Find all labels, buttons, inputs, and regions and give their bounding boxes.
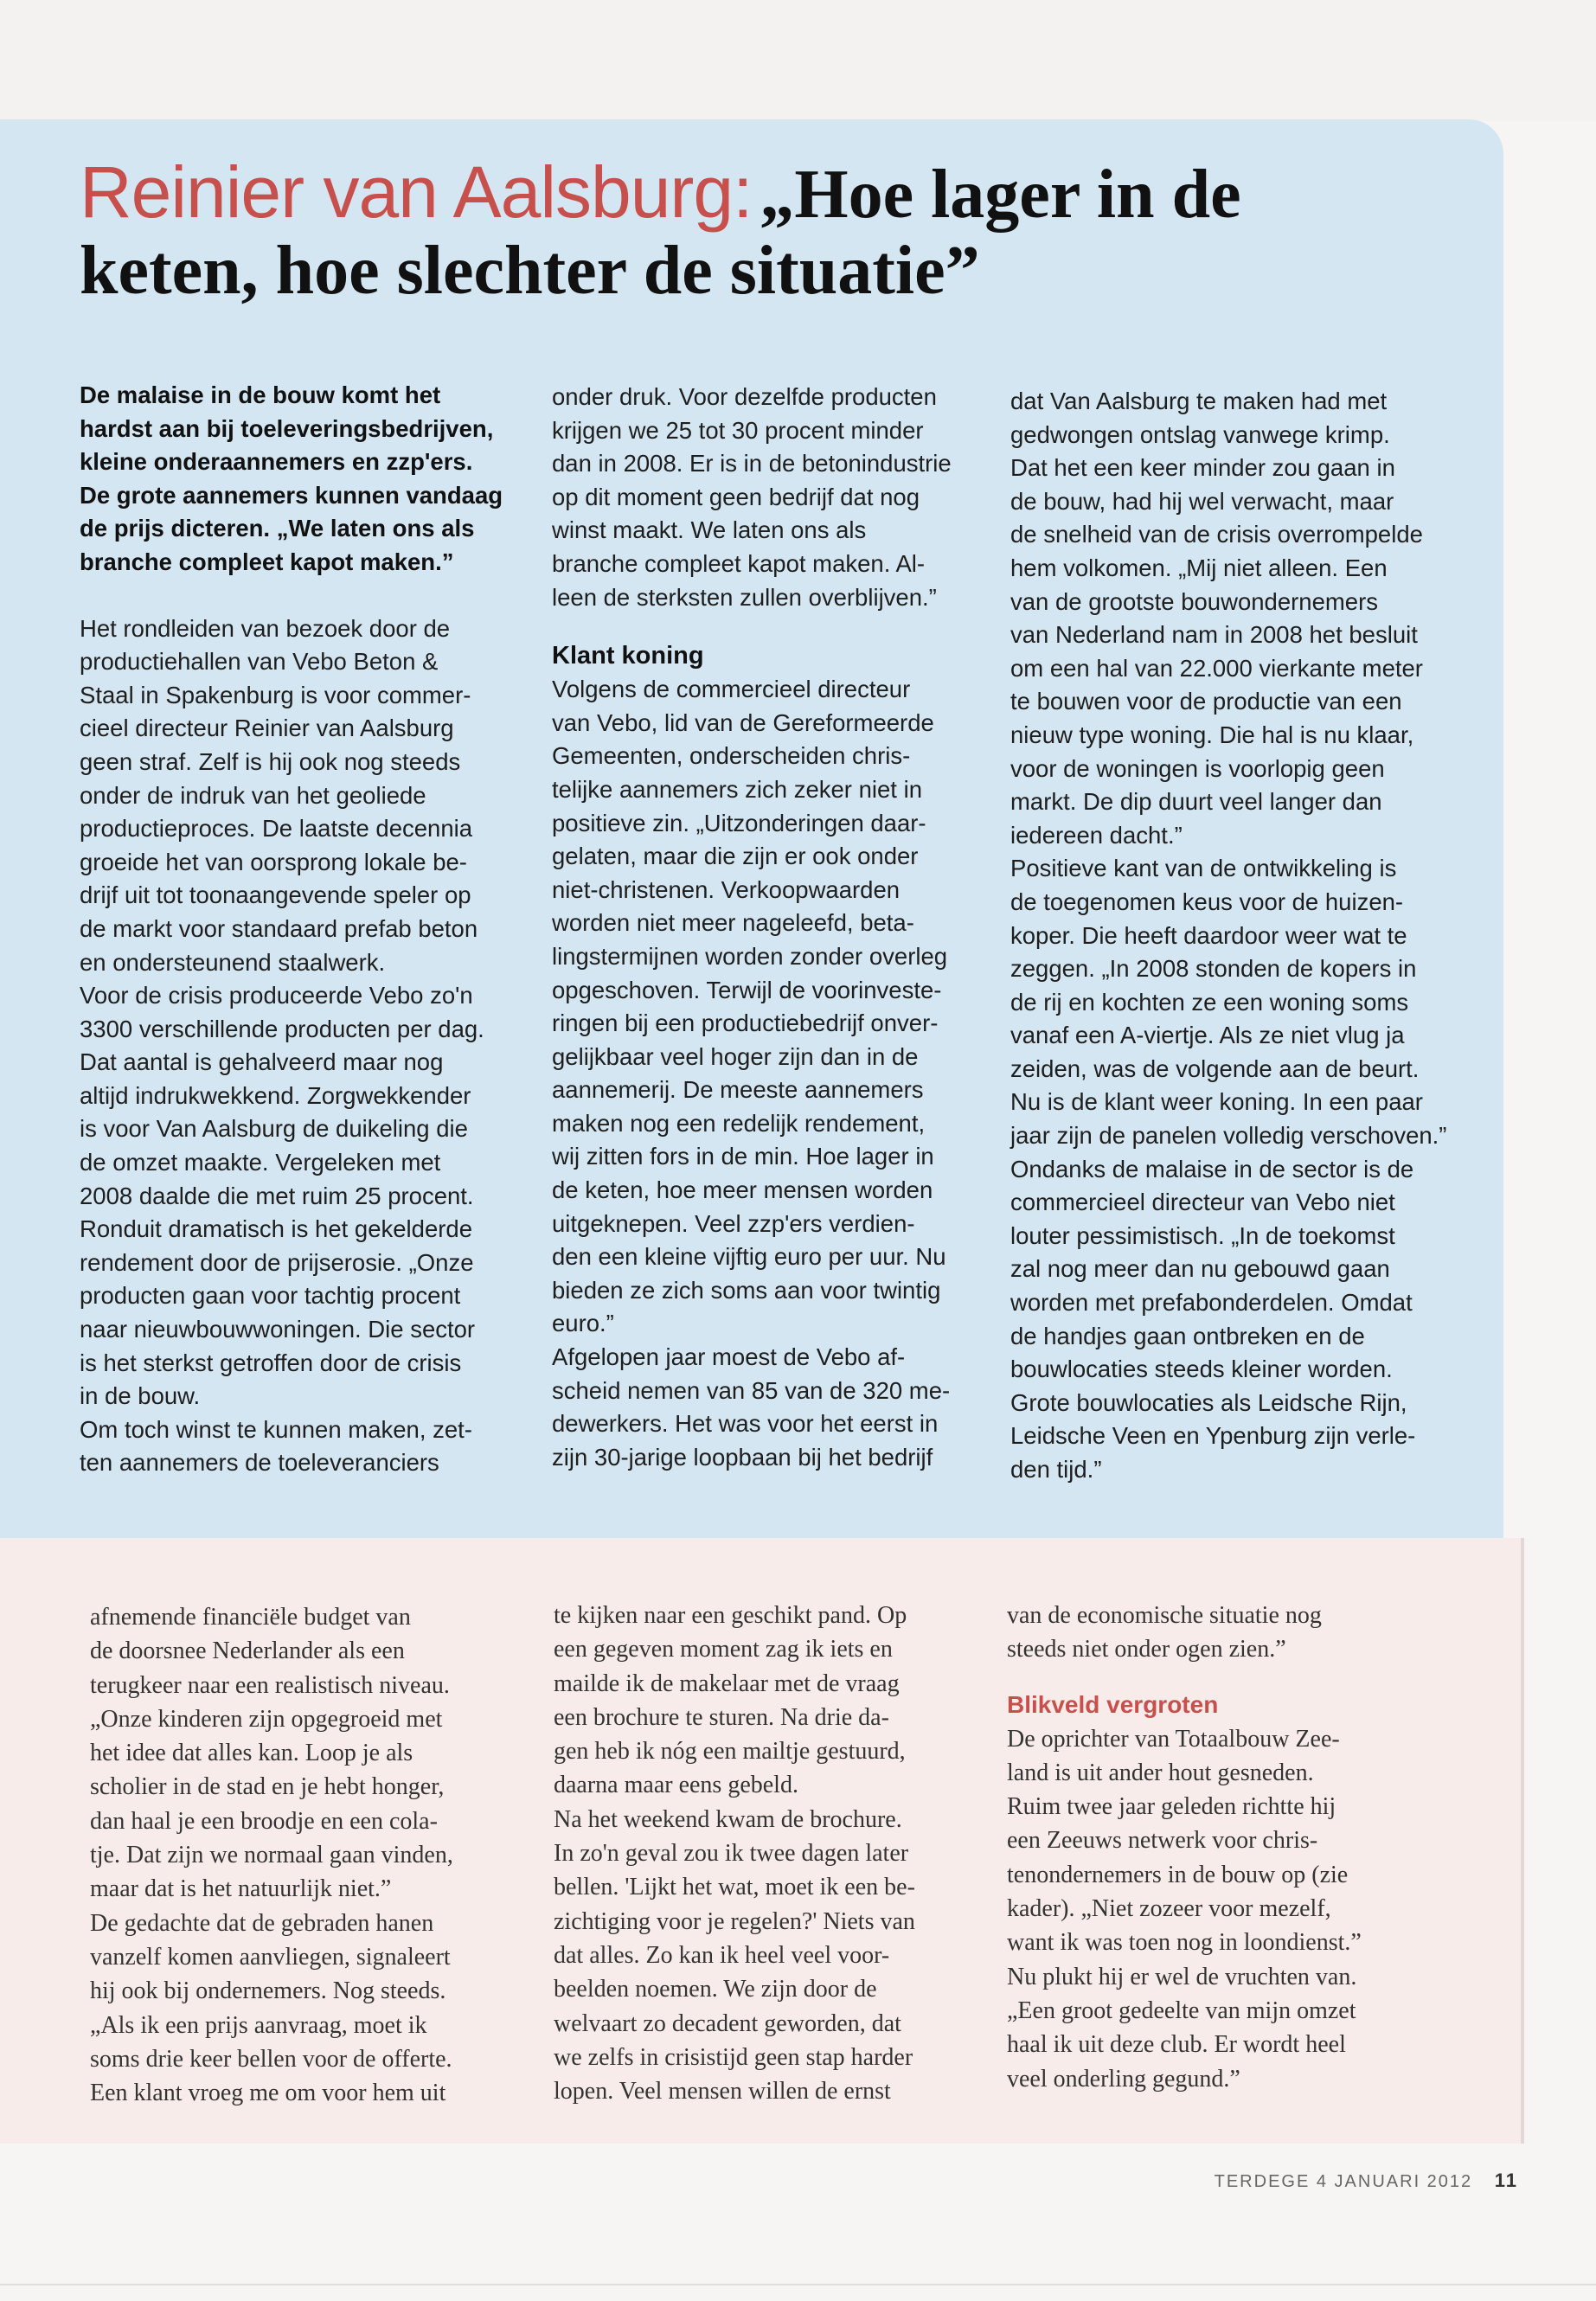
text-line: te bouwen voor de productie van een — [1010, 688, 1402, 715]
text-line: dat Van Aalsburg te maken had met — [1010, 388, 1388, 414]
text-line: terugkeer naar een realistisch niveau. — [90, 1671, 450, 1699]
text-line: zeiden, was de volgende aan de beurt. — [1010, 1054, 1420, 1082]
text-line: de markt voor standaard prefab beton — [80, 914, 478, 942]
text-line: hem volkomen. „Mij niet alleen. Een — [1010, 554, 1388, 581]
text-line: Leidsche Veen en Ypenburg zijn verle- — [1010, 1422, 1416, 1450]
text-line: iedereen dacht.” — [1010, 821, 1183, 849]
text-line: drijf uit tot toonaangevende speler op — [80, 881, 471, 909]
text-line: worden met prefabonderdelen. Omdat — [1010, 1289, 1413, 1317]
text-line: De grote aannemers kunnen vandaag — [80, 481, 503, 509]
text-line: te kijken naar een geschikt pand. Op — [554, 1602, 907, 1629]
text-line: om een hal van 22.000 vierkante meter — [1010, 654, 1423, 682]
text-line: haal ik uit deze club. Er wordt heel — [1007, 2031, 1346, 2059]
text-line: de rij en kochten ze een woning soms — [1010, 988, 1409, 1016]
column-body — [554, 1599, 986, 2108]
text-line: de prijs dicteren. „We laten ons als — [80, 515, 475, 542]
text-line: krijgen we 25 tot 30 procent minder — [552, 416, 924, 444]
text-line: wij zitten fors in de min. Hoe lager in — [552, 1143, 934, 1170]
text-line: een brochure te sturen. Na drie da- — [554, 1703, 889, 1731]
text-line: van de grootste bouwondernemers — [1010, 587, 1378, 615]
text-line: en ondersteunend staalwerk. — [80, 948, 386, 976]
text-line: veel onderling gegund.” — [1007, 2065, 1240, 2093]
text-line: den tijd.” — [1010, 1456, 1102, 1483]
text-line: zeggen. „In 2008 stonden de kopers in — [1010, 955, 1417, 983]
text-line: gen heb ik nóg een mailtje gestuurd, — [554, 1738, 906, 1766]
text-line: land is uit ander hout gesneden. — [1007, 1759, 1314, 1786]
column-body — [80, 612, 529, 1480]
text-line: beelden noemen. We zijn door de — [554, 1976, 877, 2003]
text-line: branche compleet kapot maken. Al- — [552, 549, 926, 577]
text-line: groeide het van oorsprong lokale be- — [80, 848, 467, 875]
lower-column-3 — [1007, 1599, 1448, 2096]
text-line: opgeschoven. Terwijl de voorinveste- — [552, 976, 942, 1003]
text-line: De oprichter van Totaalbouw Zee- — [1007, 1725, 1340, 1753]
text-line: zijn 30-jarige loopbaan bij het bedrijf — [552, 1443, 933, 1471]
text-line: Afgelopen jaar moest de Vebo af- — [552, 1343, 906, 1371]
text-line: 3300 verschillende producten per dag. — [80, 1015, 484, 1042]
text-line: scheid nemen van 85 van de 320 me- — [552, 1376, 951, 1404]
text-line: De malaise in de bouw komt het — [80, 381, 441, 408]
text-line: altijd indrukwekkend. Zorgwekkender — [80, 1081, 471, 1109]
text-line: Staal in Spakenburg is voor commer- — [80, 681, 471, 708]
lower-column-1 — [90, 1600, 522, 2110]
text-line: op dit moment geen bedrijf dat nog — [552, 483, 920, 510]
text-line: Nu plukt hij er wel de vruchten van. — [1007, 1963, 1357, 1990]
text-line: winst maakt. We laten ons als — [552, 516, 867, 544]
text-line: onder de indruk van het geoliede — [80, 781, 426, 809]
text-line: Grote bouwlocaties als Leidsche Rijn, — [1010, 1388, 1407, 1416]
text-line: productiehallen van Vebo Beton & — [80, 648, 439, 676]
text-line: cieel directeur Reinier van Aalsburg — [80, 715, 454, 742]
text-line: daarna maar eens gebeld. — [554, 1772, 798, 1799]
article-column-2 — [552, 381, 984, 1474]
text-line: maar dat is het natuurlijk niet.” — [90, 1875, 392, 1903]
text-line: dat alles. Zo kan ik heel veel voor- — [554, 1941, 890, 1969]
text-line: Ronduit dramatisch is het gekelderde — [80, 1215, 473, 1243]
panel-edge — [1521, 1538, 1524, 2144]
column-body — [1010, 385, 1460, 1487]
text-line: zal nog meer dan nu gebouwd gaan — [1010, 1255, 1390, 1283]
text-line: vanzelf komen aanvliegen, signaleert — [90, 1943, 451, 1971]
text-line: de omzet maakte. Vergeleken met — [80, 1149, 441, 1176]
subheading-blikveld-vergroten: Blikveld vergroten — [1007, 1690, 1219, 1718]
text-line: gelijkbaar veel hoger zijn dan in de — [552, 1042, 919, 1070]
text-line: worden niet meer nageleefd, beta- — [552, 909, 914, 937]
text-line: niet-christenen. Verkoopwaarden — [552, 875, 901, 903]
text-line: is voor Van Aalsburg de duikeling die — [80, 1115, 468, 1143]
article-headline — [80, 152, 1446, 309]
text-line: de bouw, had hij wel verwacht, maar — [1010, 487, 1394, 515]
text-line: De gedachte dat de gebraden hanen — [90, 1909, 434, 1937]
text-line: Ondanks de malaise in de sector is de — [1010, 1155, 1414, 1183]
text-line: dan haal je een broodje en een cola- — [90, 1807, 438, 1835]
text-line: louter pessimistisch. „In de toekomst — [1010, 1221, 1395, 1249]
column-body — [1007, 1599, 1448, 1667]
text-line: tje. Dat zijn we normaal gaan vinden, — [90, 1842, 453, 1869]
lower-column-2 — [554, 1599, 986, 2108]
text-line: „Onze kinderen zijn opgegroeid met — [90, 1705, 443, 1733]
text-line: Nu is de klant weer koning. In een paar — [1010, 1088, 1423, 1116]
page-number: 11 — [1494, 2170, 1518, 2191]
text-line: kleine onderaannemers en zzp'ers. — [80, 448, 473, 476]
text-line: een Zeeuws netwerk voor chris- — [1007, 1827, 1318, 1855]
text-line: van Nederland nam in 2008 het besluit — [1010, 621, 1418, 649]
text-line: lopen. Veel mensen willen de ernst — [554, 2078, 891, 2106]
text-line: commercieel directeur van Vebo niet — [1010, 1189, 1395, 1216]
headline-quote-line-2: keten, hoe slechter de situatie” — [80, 233, 980, 309]
text-line: 2008 daalde die met ruim 25 procent. — [80, 1182, 474, 1209]
text-line: „Als ik een prijs aanvraag, moet ik — [90, 2011, 427, 2039]
text-line: geen straf. Zelf is hij ook nog steeds — [80, 747, 461, 775]
text-line: voor de woningen is voorlopig geen — [1010, 754, 1385, 782]
text-line: onder druk. Voor dezelfde producten — [552, 383, 937, 410]
text-line: de handjes gaan ontbreken en de — [1010, 1322, 1365, 1349]
text-line: producten gaan voor tachtig procent — [80, 1282, 461, 1310]
text-line: vanaf een A-viertje. Als ze niet vlug ja — [1010, 1022, 1405, 1049]
text-line: de snelheid van de crisis overrompelde — [1010, 521, 1423, 548]
issue-date: 4 JANUARI 2012 — [1316, 2172, 1473, 2191]
text-line: de doorsnee Nederlander als een — [90, 1638, 405, 1665]
text-line: van Vebo, lid van de Gereformeerde — [552, 708, 934, 736]
text-line: Volgens de commercieel directeur — [552, 676, 911, 703]
text-line: lingstermijnen worden zonder overleg — [552, 942, 948, 970]
text-line: den een kleine vijftig euro per uur. Nu — [552, 1243, 946, 1271]
text-line: „Een groot gedeelte van mijn omzet — [1007, 1997, 1356, 2024]
text-line: positieve zin. „Uitzonderingen daar- — [552, 809, 926, 836]
text-line: Ruim twee jaar geleden richtte hij — [1007, 1793, 1336, 1821]
column-body — [90, 1600, 522, 2110]
text-line: jaar zijn de panelen volledig verschoven.” — [1010, 1122, 1447, 1150]
page-footer — [1215, 2170, 1518, 2192]
text-line: soms drie keer bellen voor de offerte. — [90, 2045, 452, 2073]
subheading-klant-koning: Klant koning — [552, 642, 704, 670]
text-line: steeds niet onder ogen zien.” — [1007, 1636, 1286, 1663]
text-line: van de economische situatie nog — [1007, 1602, 1322, 1629]
text-line: branche compleet kapot maken.” — [80, 548, 454, 575]
text-line: ringen bij een productiebedrijf onver- — [552, 1009, 939, 1037]
text-line: het idee dat alles kan. Loop je als — [90, 1740, 413, 1767]
text-line: is het sterkst getroffen door de crisis — [80, 1349, 462, 1376]
column-body — [552, 381, 984, 614]
text-line: Om toch winst te kunnen maken, zet- — [80, 1415, 472, 1443]
text-line: dan in 2008. Er is in de betonindustrie — [552, 450, 952, 478]
text-line: Voor de crisis produceerde Vebo zo'n — [80, 982, 473, 1009]
text-line: de toegenomen keus voor de huizen- — [1010, 888, 1404, 915]
text-line: bieden ze zich soms aan voor twintig — [552, 1276, 941, 1304]
text-line: gelaten, maar die zijn er ook onder — [552, 843, 919, 870]
text-line: Een klant vroeg me om voor hem uit — [90, 2080, 446, 2107]
text-line: we zelfs in crisistijd geen stap harder — [554, 2043, 913, 2071]
text-line: in de bouw. — [80, 1382, 201, 1410]
text-line: de keten, hoe meer mensen worden — [552, 1176, 933, 1204]
text-line: kader). „Niet zozeer voor mezelf, — [1007, 1895, 1331, 1923]
text-line: In zo'n geval zou ik twee dagen later — [554, 1840, 909, 1868]
text-line: dewerkers. Het was voor het eerst in — [552, 1410, 939, 1438]
text-line: Na het weekend kwam de brochure. — [554, 1805, 902, 1833]
text-line: telijke aannemers zich zeker niet in — [552, 775, 922, 803]
text-line: Dat aantal is gehalveerd maar nog — [80, 1048, 444, 1076]
top-margin — [0, 0, 1596, 121]
text-line: nieuw type woning. Die hal is nu klaar, — [1010, 721, 1414, 748]
text-line: bellen. 'Lijkt het wat, moet ik een be- — [554, 1874, 915, 1901]
text-line: Positieve kant van de ontwikkeling is — [1010, 855, 1397, 882]
article-column-1 — [80, 379, 529, 1480]
text-line: mailde ik de makelaar met de vraag — [554, 1670, 900, 1697]
article-column-3 — [1010, 385, 1460, 1487]
column-body — [552, 673, 984, 1474]
text-line: ten aannemers de toeleveranciers — [80, 1449, 439, 1477]
text-line: productieproces. De laatste decennia — [80, 815, 473, 843]
text-line: euro.” — [552, 1310, 614, 1337]
text-line: rendement door de prijserosie. „Onze — [80, 1248, 474, 1276]
text-line: leen de sterksten zullen overblijven.” — [552, 583, 937, 611]
text-line: maken nog een redelijk rendement, — [552, 1109, 926, 1137]
text-line: aannemerij. De meeste aannemers — [552, 1076, 924, 1104]
text-line: bouwlocaties steeds kleiner worden. — [1010, 1356, 1393, 1383]
text-line: een gegeven moment zag ik iets en — [554, 1636, 893, 1663]
text-line: tenondernemers in de bouw op (zie — [1007, 1861, 1349, 1888]
text-line: hij ook bij ondernemers. Nog steeds. — [90, 1977, 446, 2005]
text-line: afnemende financiële budget van — [90, 1604, 411, 1631]
text-line: koper. Die heeft daardoor weer wat te — [1010, 921, 1407, 949]
headline-name: Reinier van Aalsburg: — [80, 151, 753, 233]
text-line: Dat het een keer minder zou gaan in — [1010, 454, 1395, 482]
text-line: zichtiging voor je regelen?' Niets van — [554, 1907, 915, 1935]
text-line: scholier in de stad en je hebt honger, — [90, 1773, 445, 1801]
headline-quote-line-1: „Hoe lager in de — [760, 157, 1241, 233]
text-line: naar nieuwbouwwoningen. Die sector — [80, 1316, 476, 1343]
text-line: want ik was toen nog in loondienst.” — [1007, 1929, 1362, 1957]
text-line: gedwongen ontslag vanwege krimp. — [1010, 420, 1390, 448]
column-body — [1007, 1722, 1448, 2096]
text-line: markt. De dip duurt veel langer dan — [1010, 788, 1382, 816]
text-line: hardst aan bij toeleveringsbedrijven, — [80, 414, 494, 442]
text-line: welvaart zo decadent geworden, dat — [554, 2009, 901, 2037]
article-lead — [80, 379, 529, 580]
text-line: Gemeenten, onderscheiden chris- — [552, 742, 911, 770]
magazine-name: TERDEGE — [1214, 2172, 1311, 2191]
bottom-rule — [0, 2284, 1596, 2285]
text-line: uitgeknepen. Veel zzp'ers verdien- — [552, 1209, 915, 1237]
text-line: Het rondleiden van bezoek door de — [80, 614, 451, 642]
